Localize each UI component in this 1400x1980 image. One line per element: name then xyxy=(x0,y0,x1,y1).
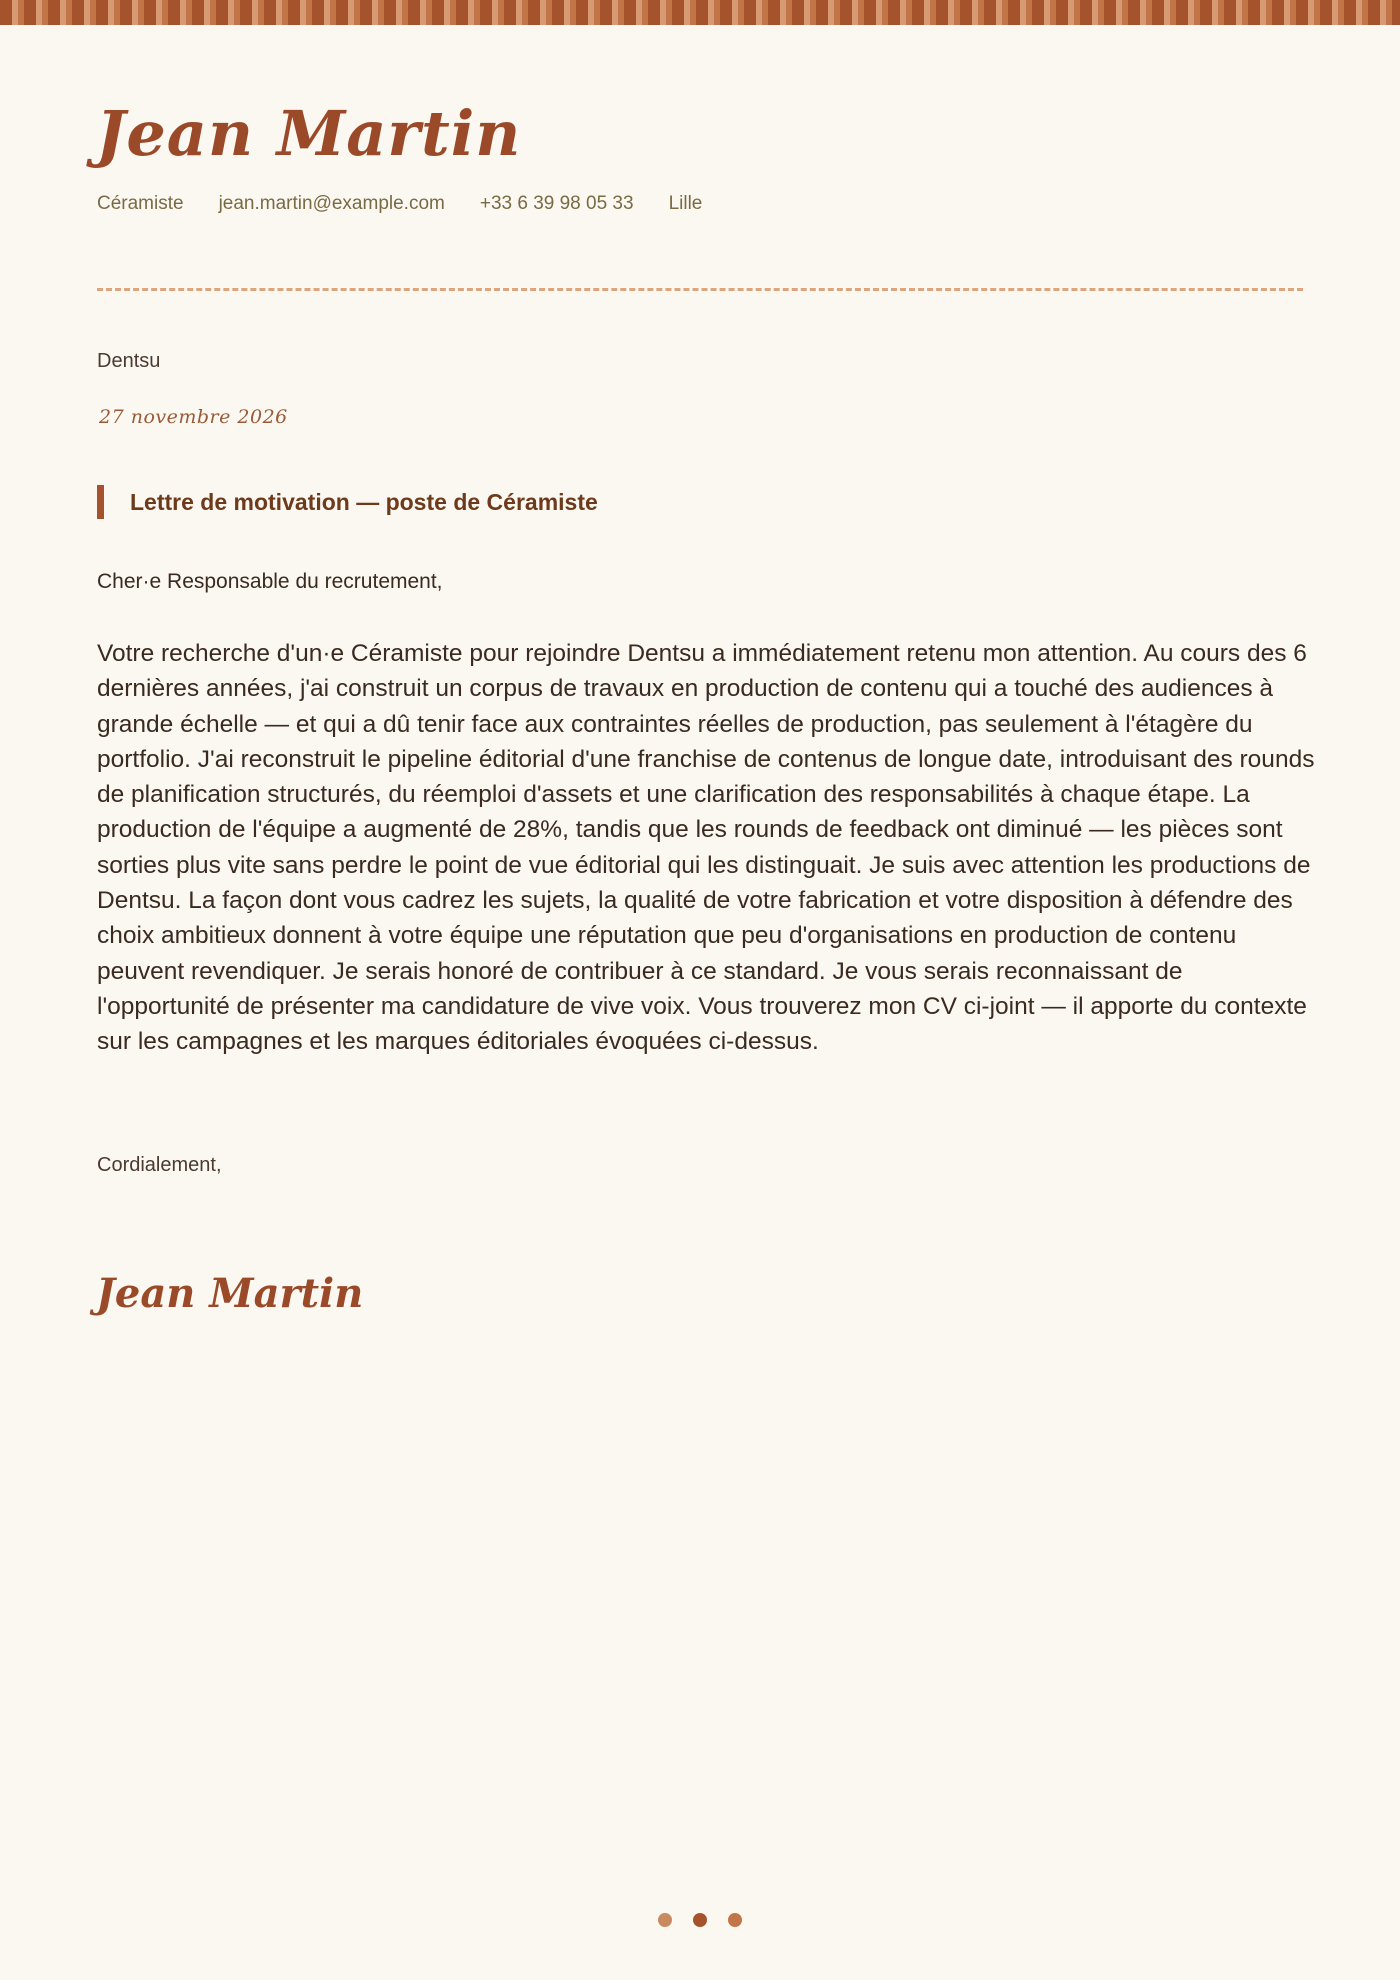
decorative-top-stripe xyxy=(0,0,1400,25)
page-indicator-dots xyxy=(0,1913,1400,1927)
salutation: Cher·e Responsable du recrutement, xyxy=(97,570,443,593)
city: Lille xyxy=(668,193,703,214)
subject-text: Lettre de motivation — poste de Céramiste xyxy=(130,488,598,515)
contact-info xyxy=(97,193,702,215)
phone-number: +33 6 39 98 05 33 xyxy=(479,193,634,214)
signature: Jean Martin xyxy=(96,1270,364,1317)
decorative-dot xyxy=(693,1913,707,1927)
email-address: jean.martin@example.com xyxy=(218,193,445,214)
job-title: Céramiste xyxy=(97,193,184,214)
letter-body: Votre recherche d'un·e Céramiste pour rejoindre Dentsu a immédiatement retenu mon attention. Au cours des 6 dernières années, j'ai construit un corpus de travaux en production de contenu qui a touché des audiences à grande échelle — et qui a dû tenir face aux contraintes réelles de production, pas seulement à l'étagère du portfolio. J'ai reconstruit le pipeline éditorial d'une franchise de contenus de longue date, introduisant des rounds de planification structurés, du réemploi d'assets et une clarification des responsabilités à chaque étape. La production de l'équipe a augmenté de 28%, tandis que les rounds de feedback ont diminué — les pièces sont sorties plus vite sans perdre le point de vue éditorial qui les distinguait. Je suis avec attention les productions de Dentsu. La façon dont vous cadrez les sujets, la qualité de votre fabrication et votre disposition à défendre des choix ambitieux donnent à votre équipe une réputation que peu d'organisations en production de contenu peuvent revendiquer. Je serais honoré de contribuer à ce standard. Je vous serais reconnaissant de l'opportunité de présenter ma candidature de vive voix. Vous trouverez mon CV ci-joint — il apporte du contexte sur les campagnes et les marques éditoriales évoquées ci-dessus. xyxy=(97,640,1315,1056)
sender-name: Jean Martin xyxy=(96,97,522,170)
closing: Cordialement, xyxy=(97,1154,222,1176)
recipient-company: Dentsu xyxy=(97,350,161,372)
dashed-divider xyxy=(97,288,1303,291)
decorative-dot xyxy=(728,1913,742,1927)
decorative-dot xyxy=(658,1913,672,1927)
letter-date: 27 novembre 2026 xyxy=(99,406,288,428)
letter-subject xyxy=(97,485,598,519)
